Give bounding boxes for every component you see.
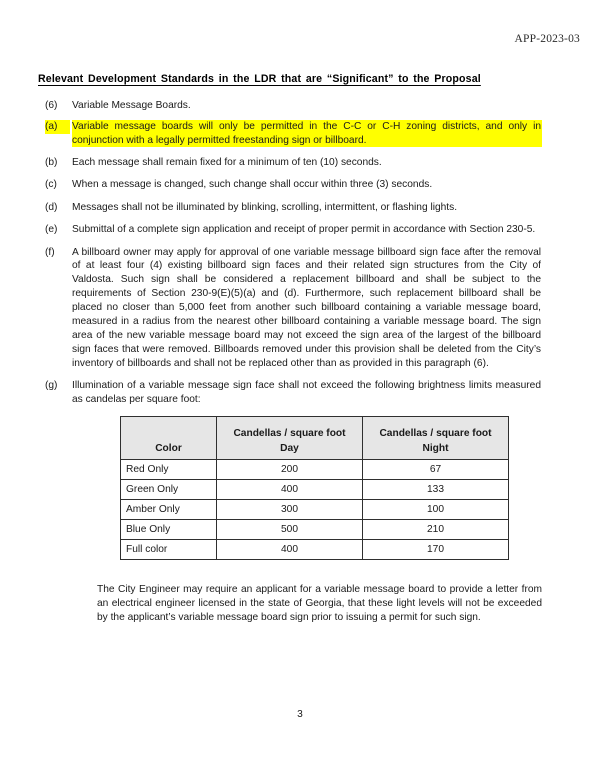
table-cell-day: 300 — [217, 500, 363, 520]
brightness-limits-table — [120, 416, 509, 560]
table-header-day-line2: Day — [280, 442, 299, 454]
numbered-item-6 — [45, 99, 542, 113]
table-cell-day: 400 — [217, 540, 363, 560]
lettered-item-d — [45, 201, 542, 215]
closing-paragraph: The City Engineer may require an applicant for a variable message board to provide a letter from an electrical engineer licensed in the state of Georgia, that these light levels will not be exceeded by the applicant’s variable message board sign prior to issuing a permit for such sign. — [97, 584, 542, 623]
lettered-item-text: Variable message boards will only be permitted in the C-C or C-H zoning districts, and only in conjunction with a legally permitted freestanding sign or billboard. — [72, 120, 541, 146]
lettered-item-marker: (a) — [45, 120, 70, 134]
lettered-item-text: A billboard owner may apply for approval of one variable message billboard sign face after the removal of at least four (4) existing billboard sign faces and their related sign structures from the City of Valdosta. Such sign shall be considered a replacement billboard and shall be subject to the requirements of Section 230-9(E)(5)(a) and (d). Furthermore, such replacement billboard shall be placed no closer than 5,000 feet from another such billboard containing a variable message board, measured in a radius from the nearest other billboard containing a variable message board. The sign area of the new variable message board may not exceed the sign area of the largest of the billboard sign faces that were removed. Billboards removed under this provision shall be deleted from the City’s inventory of billboards and shall not be replaced other than as provided in this paragraph (6). — [72, 246, 541, 369]
lettered-item-c — [45, 178, 542, 192]
table-cell-color: Full color — [121, 540, 217, 560]
lettered-item-f — [45, 246, 542, 371]
lettered-item-a — [45, 120, 542, 148]
lettered-item-marker: (f) — [45, 246, 55, 258]
lettered-item-marker: (d) — [45, 201, 58, 213]
brightness-table-wrapper — [120, 416, 505, 560]
table-cell-night: 100 — [363, 500, 509, 520]
lettered-item-e — [45, 223, 542, 237]
table-header-day — [217, 417, 363, 460]
table-header-color — [121, 417, 217, 460]
lettered-item-text: Submittal of a complete sign application and receipt of proper permit in accordance with Section 230-5. — [72, 224, 536, 236]
table-body — [121, 460, 509, 560]
table-header-day-line1: Candellas / square foot — [233, 428, 346, 439]
page-title: Relevant Development Standards in the LDR that are “Significant” to the Proposal — [38, 73, 481, 85]
table-header-color-line2: Color — [155, 442, 182, 454]
lettered-list — [45, 120, 542, 407]
table-row — [121, 480, 509, 500]
lettered-item-marker: (b) — [45, 156, 58, 168]
table-row — [121, 540, 509, 560]
table-cell-color: Blue Only — [121, 520, 217, 540]
lettered-item-marker: (c) — [45, 179, 57, 191]
table-cell-night: 133 — [363, 480, 509, 500]
document-body — [45, 99, 542, 625]
lettered-item-text: Each message shall remain fixed for a minimum of ten (10) seconds. — [72, 156, 382, 168]
lettered-item-g — [45, 379, 542, 407]
table-header-night-line1: Candellas / square foot — [379, 428, 492, 439]
table-cell-color: Amber Only — [121, 500, 217, 520]
table-cell-day: 200 — [217, 460, 363, 480]
numbered-item-text: Variable Message Boards. — [72, 100, 191, 111]
table-cell-color: Green Only — [121, 480, 217, 500]
lettered-item-marker: (g) — [45, 380, 58, 392]
lettered-item-marker: (e) — [45, 224, 58, 236]
table-row — [121, 500, 509, 520]
table-cell-color: Red Only — [121, 460, 217, 480]
table-header-night — [363, 417, 509, 460]
table-header-row — [121, 417, 509, 460]
lettered-item-text: Messages shall not be illuminated by blinking, scrolling, intermittent, or flashing lights. — [72, 201, 458, 213]
table-cell-day: 400 — [217, 480, 363, 500]
page-number: 3 — [297, 709, 303, 720]
numbered-item-marker: (6) — [45, 100, 58, 111]
document-case-number: APP-2023-03 — [514, 33, 580, 45]
table-cell-night: 67 — [363, 460, 509, 480]
table-cell-night: 170 — [363, 540, 509, 560]
table-row — [121, 520, 509, 540]
lettered-item-text: When a message is changed, such change shall occur within three (3) seconds. — [72, 179, 433, 191]
lettered-item-b — [45, 156, 542, 170]
table-cell-day: 500 — [217, 520, 363, 540]
table-header — [121, 417, 509, 460]
lettered-item-text: Illumination of a variable message sign face shall not exceed the following brightness limits measured as candelas per square foot: — [72, 380, 541, 406]
table-header-night-line2: Night — [422, 442, 449, 454]
table-cell-night: 210 — [363, 520, 509, 540]
table-row — [121, 460, 509, 480]
